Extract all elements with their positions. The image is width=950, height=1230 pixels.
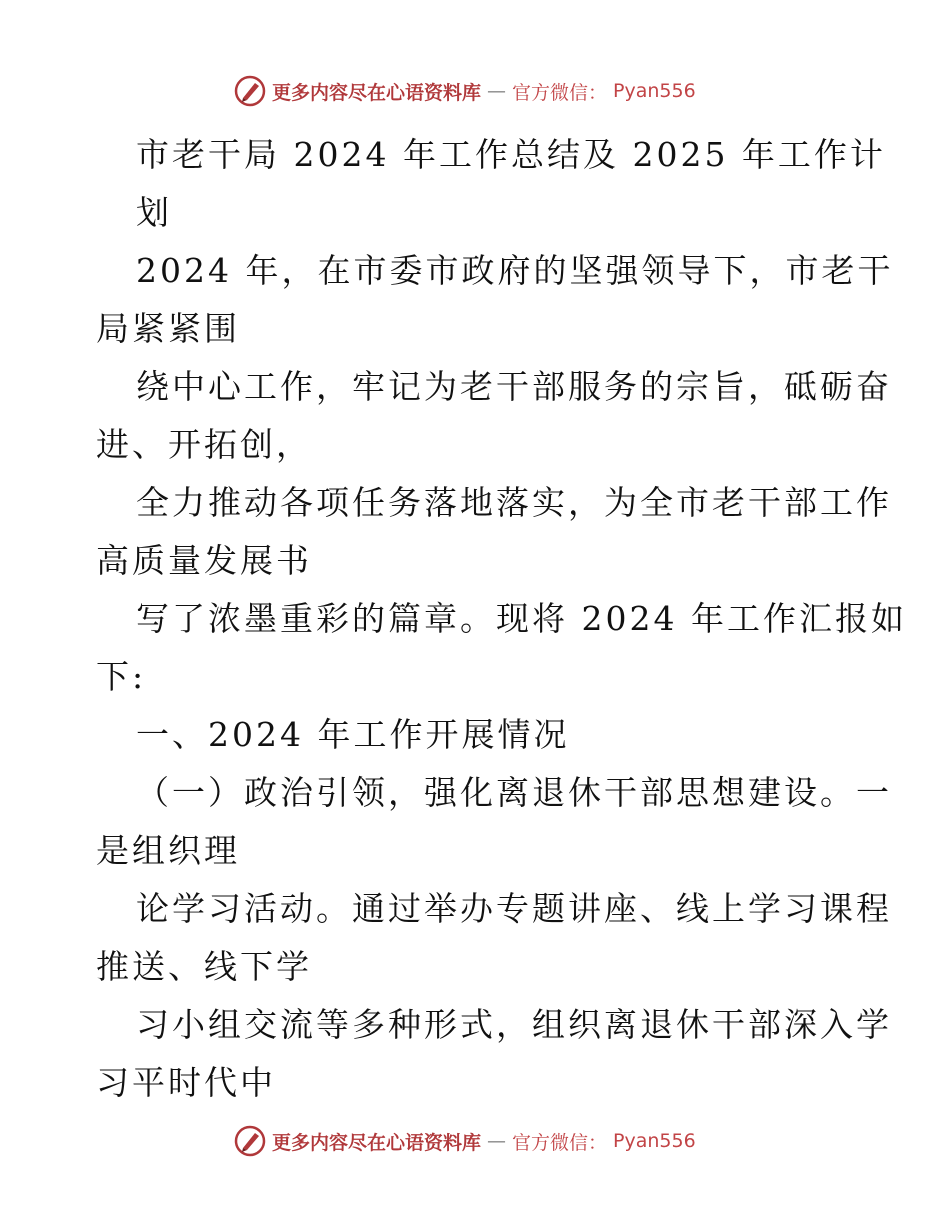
paragraph-line: 推送、线下学 [96,947,312,986]
watermark-text: 更多内容尽在心语资料库 [272,1131,482,1154]
watermark-dash: — [487,80,507,102]
pen-logo-icon [234,1125,266,1157]
watermark-wechat-id: Pyan556 [613,80,696,102]
document-body [96,126,907,1112]
paragraph-line: 局紧紧围 [96,309,240,348]
paragraph-line: 全力推动各项任务落地落实，为全市老干部工作 [136,483,892,522]
header-watermark [234,74,696,108]
paragraph-line: 下: [96,657,147,696]
document-title-line: 市老干局 2024 年工作总结及 2025 年工作计 [136,135,886,174]
watermark-wechat-id: Pyan556 [613,1130,696,1152]
paragraph-line: 论学习活动。通过举办专题讲座、线上学习课程 [136,889,892,928]
watermark-wechat-label: 官方微信： [512,81,608,104]
document-title-line: 划 [136,193,172,232]
paragraph-line: 进、开拓创， [96,425,312,464]
paragraph-line: 是组织理 [96,831,240,870]
footer-watermark [234,1124,696,1158]
paragraph-line: 习平时代中 [96,1063,276,1102]
paragraph-line: （一）政治引领，强化离退休干部思想建设。一 [136,773,892,812]
paragraph-line: 习小组交流等多种形式，组织离退休干部深入学 [136,1005,892,1044]
paragraph-line: 绕中心工作，牢记为老干部服务的宗旨，砥砺奋 [136,367,892,406]
paragraph-line: 2024 年，在市委市政府的坚强领导下，市老干 [136,251,894,290]
section-heading: 一、2024 年工作开展情况 [136,715,570,754]
watermark-text: 更多内容尽在心语资料库 [272,81,482,104]
watermark-dash: — [487,1130,507,1152]
paragraph-line: 写了浓墨重彩的篇章。现将 2024 年工作汇报如 [136,599,907,638]
watermark-wechat-label: 官方微信： [512,1131,608,1154]
paragraph-line: 高质量发展书 [96,541,312,580]
pen-logo-icon [234,75,266,107]
